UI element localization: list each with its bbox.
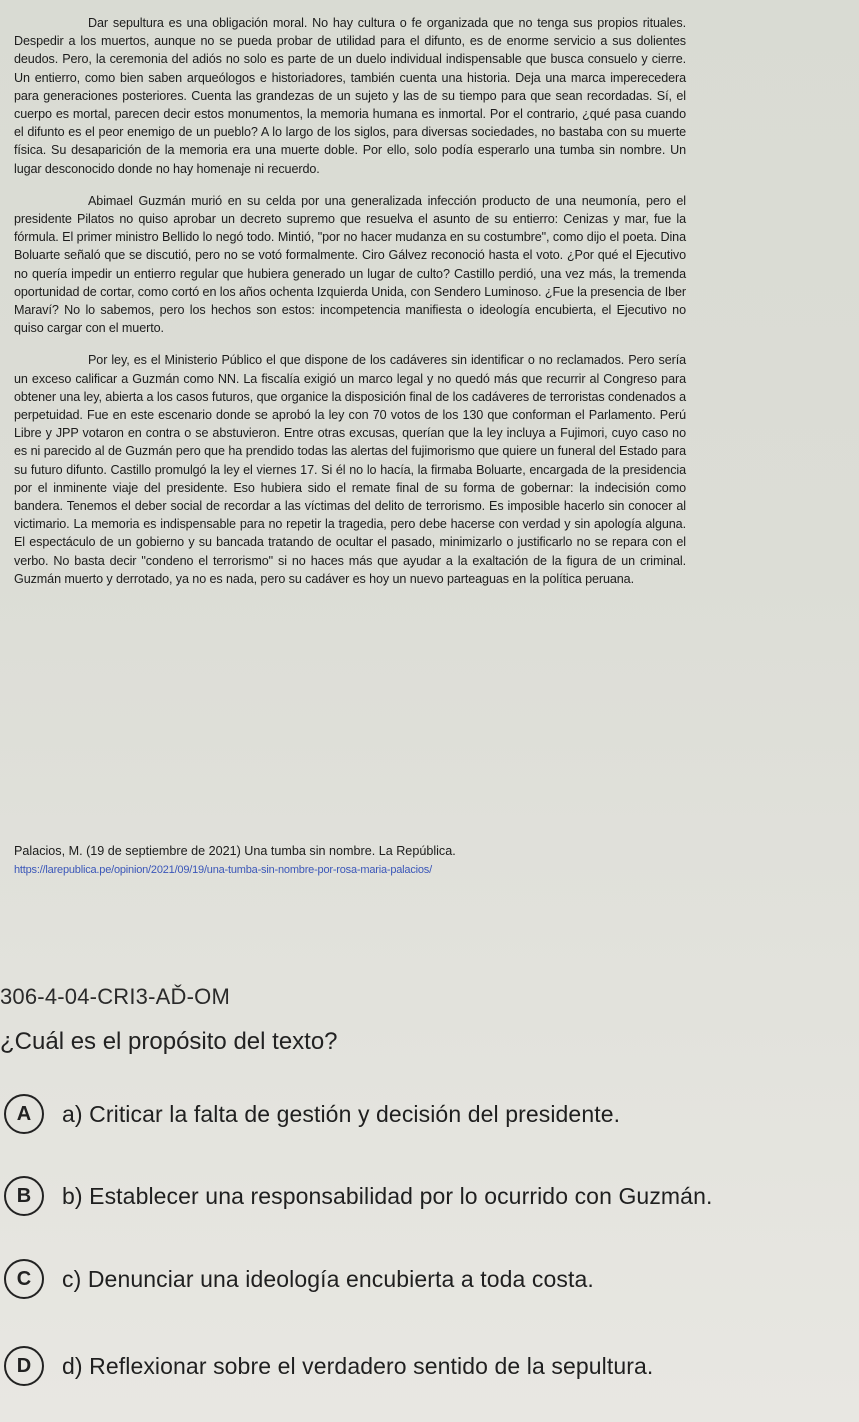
option-c-bubble[interactable]: C: [4, 1259, 44, 1299]
paragraph-1: Dar sepultura es una obligación moral. No hay cultura o fe organizada que no tenga sus propios rituales. Despedir a los muertos, aunque no se pueda probar de utilidad para el difunto, es de enorme servicio a sus dolientes deudos. Pero, la ceremonia del adiós no solo es parte de un duelo individual indispensable que busca consuelo y cierre. Un entierro, como bien saben arqueólogos e historiadores, también cuenta una historia. Deja una marca imperecedera para generaciones posteriores. Cuenta las grandezas de un sujeto y las de su tiempo para que sean recordadas. Sí, el cuerpo es mortal, parecen decir estos monumentos, la memoria humana es inmortal. Por el contrario, ¿qué pasa cuando el difunto es el peor enemigo de un pueblo? A lo largo de los siglos, para diversas sociedades, no bastaba con su muerte física. Su desaparición de la memoria era una muerte doble. Por ello, solo podía esperarlo una tumba sin nombre. Un lugar desconocido donde no hay homenaje ni recuerdo.: [14, 16, 686, 176]
paragraph-3: Por ley, es el Ministerio Público el que dispone de los cadáveres sin identificar o no reclamados. Pero sería un exceso calificar a Guzmán como NN. La fiscalía exigió un marco legal y no quedó más que recurrir al Congreso para obtener una ley, abierta a los casos futuros, que organice la disposición final de los cadáveres de terroristas condenados a perpetuidad. Fue en este escenario donde se aprobó la ley con 70 votos de los 130 que conforman el Parlamento. Perú Libre y JPP votaron en contra o se abstuvieron. Entre otras excusas, querían que la ley incluya a Fujimori, cuyo caso no es ni parecido al de Guzmán pero que ha prendido todas las alertas del fujimorismo que quiere un funeral del Estado para su futuro difunto. Castillo promulgó la ley el viernes 17. Si él no lo hacía, la firmaba Boluarte, encargada de la presidencia por el inminente viaje del presidente. Eso hubiera sido el remate final de su forma de gobernar: la indecisión como bandera. Tenemos el deber social de recordar a las víctimas del delito de terrorismo. Es imposible hacerlo sin conocer al victimario. La memoria es indispensable para no repetir la tragedia, pero debe hacerse con verdad y sin apología alguna. El espectáculo de un gobierno y su bancada tratando de ocultar el pasado, minimizarlo o justificarlo no se repara con el verbo. No basta decir "condeno el terrorismo" si no haces más que ayudar a la exaltación de la figura de un criminal. Guzmán muerto y derrotado, ya no es nada, pero su cadáver es hoy un nuevo parteaguas en la política peruana.: [14, 353, 686, 586]
option-d[interactable]: [4, 1346, 653, 1386]
citation: Palacios, M. (19 de septiembre de 2021) Una tumba sin nombre. La República.: [14, 844, 456, 858]
paragraph-2: Abimael Guzmán murió en su celda por una generalizada infección producto de una neumonía, pero el presidente Pilatos no quiso aprobar un decreto supremo que resuelva el asunto de su entierro: Cenizas y mar, fue la fórmula. El primer ministro Bellido lo negó todo. Mintió, "por no hacer mudanza en su costumbre", como dijo el poeta. Dina Boluarte señaló que se discutió, pero no se votó formalmente. Ciro Gálvez reconoció hasta el voto. ¿Por qué el Ejecutivo no quería impedir un entierro regular que hubiera generado un lugar de culto? Castillo perdió, una vez más, la tremenda oportunidad de cortar, como cortó en los años ochenta Izquierda Unida, con Sendero Luminoso. ¿Fue la presencia de Iber Maraví? No lo sabemos, pero los hechos son estos: incompetencia manifiesta o ideología encubierta, el Ejecutivo no quiso cargar con el muerto.: [14, 193, 686, 336]
option-c[interactable]: [4, 1259, 594, 1299]
article-text: [14, 14, 686, 588]
source-reference: [14, 842, 686, 879]
option-a[interactable]: [4, 1094, 620, 1134]
question-text: ¿Cuál es el propósito del texto?: [0, 1028, 338, 1055]
option-c-text: c) Denunciar una ideología encubierta a toda costa.: [62, 1265, 594, 1292]
option-d-text: d) Reflexionar sobre el verdadero sentido de la sepultura.: [62, 1352, 654, 1379]
source-link[interactable]: https://larepublica.pe/opinion/2021/09/19/una-tumba-sin-nombre-por-rosa-maria-palacios/: [14, 864, 432, 876]
question-code: 306-4-04-CRI3-AĎ-OM: [0, 984, 230, 1009]
option-b-bubble[interactable]: B: [4, 1176, 44, 1216]
option-b-text: b) Establecer una responsabilidad por lo ocurrido con Guzmán.: [62, 1182, 713, 1209]
option-a-bubble[interactable]: A: [4, 1094, 44, 1134]
option-a-text: a) Criticar la falta de gestión y decisión del presidente.: [62, 1100, 621, 1127]
option-d-bubble[interactable]: D: [4, 1346, 44, 1386]
option-b[interactable]: [4, 1176, 712, 1216]
